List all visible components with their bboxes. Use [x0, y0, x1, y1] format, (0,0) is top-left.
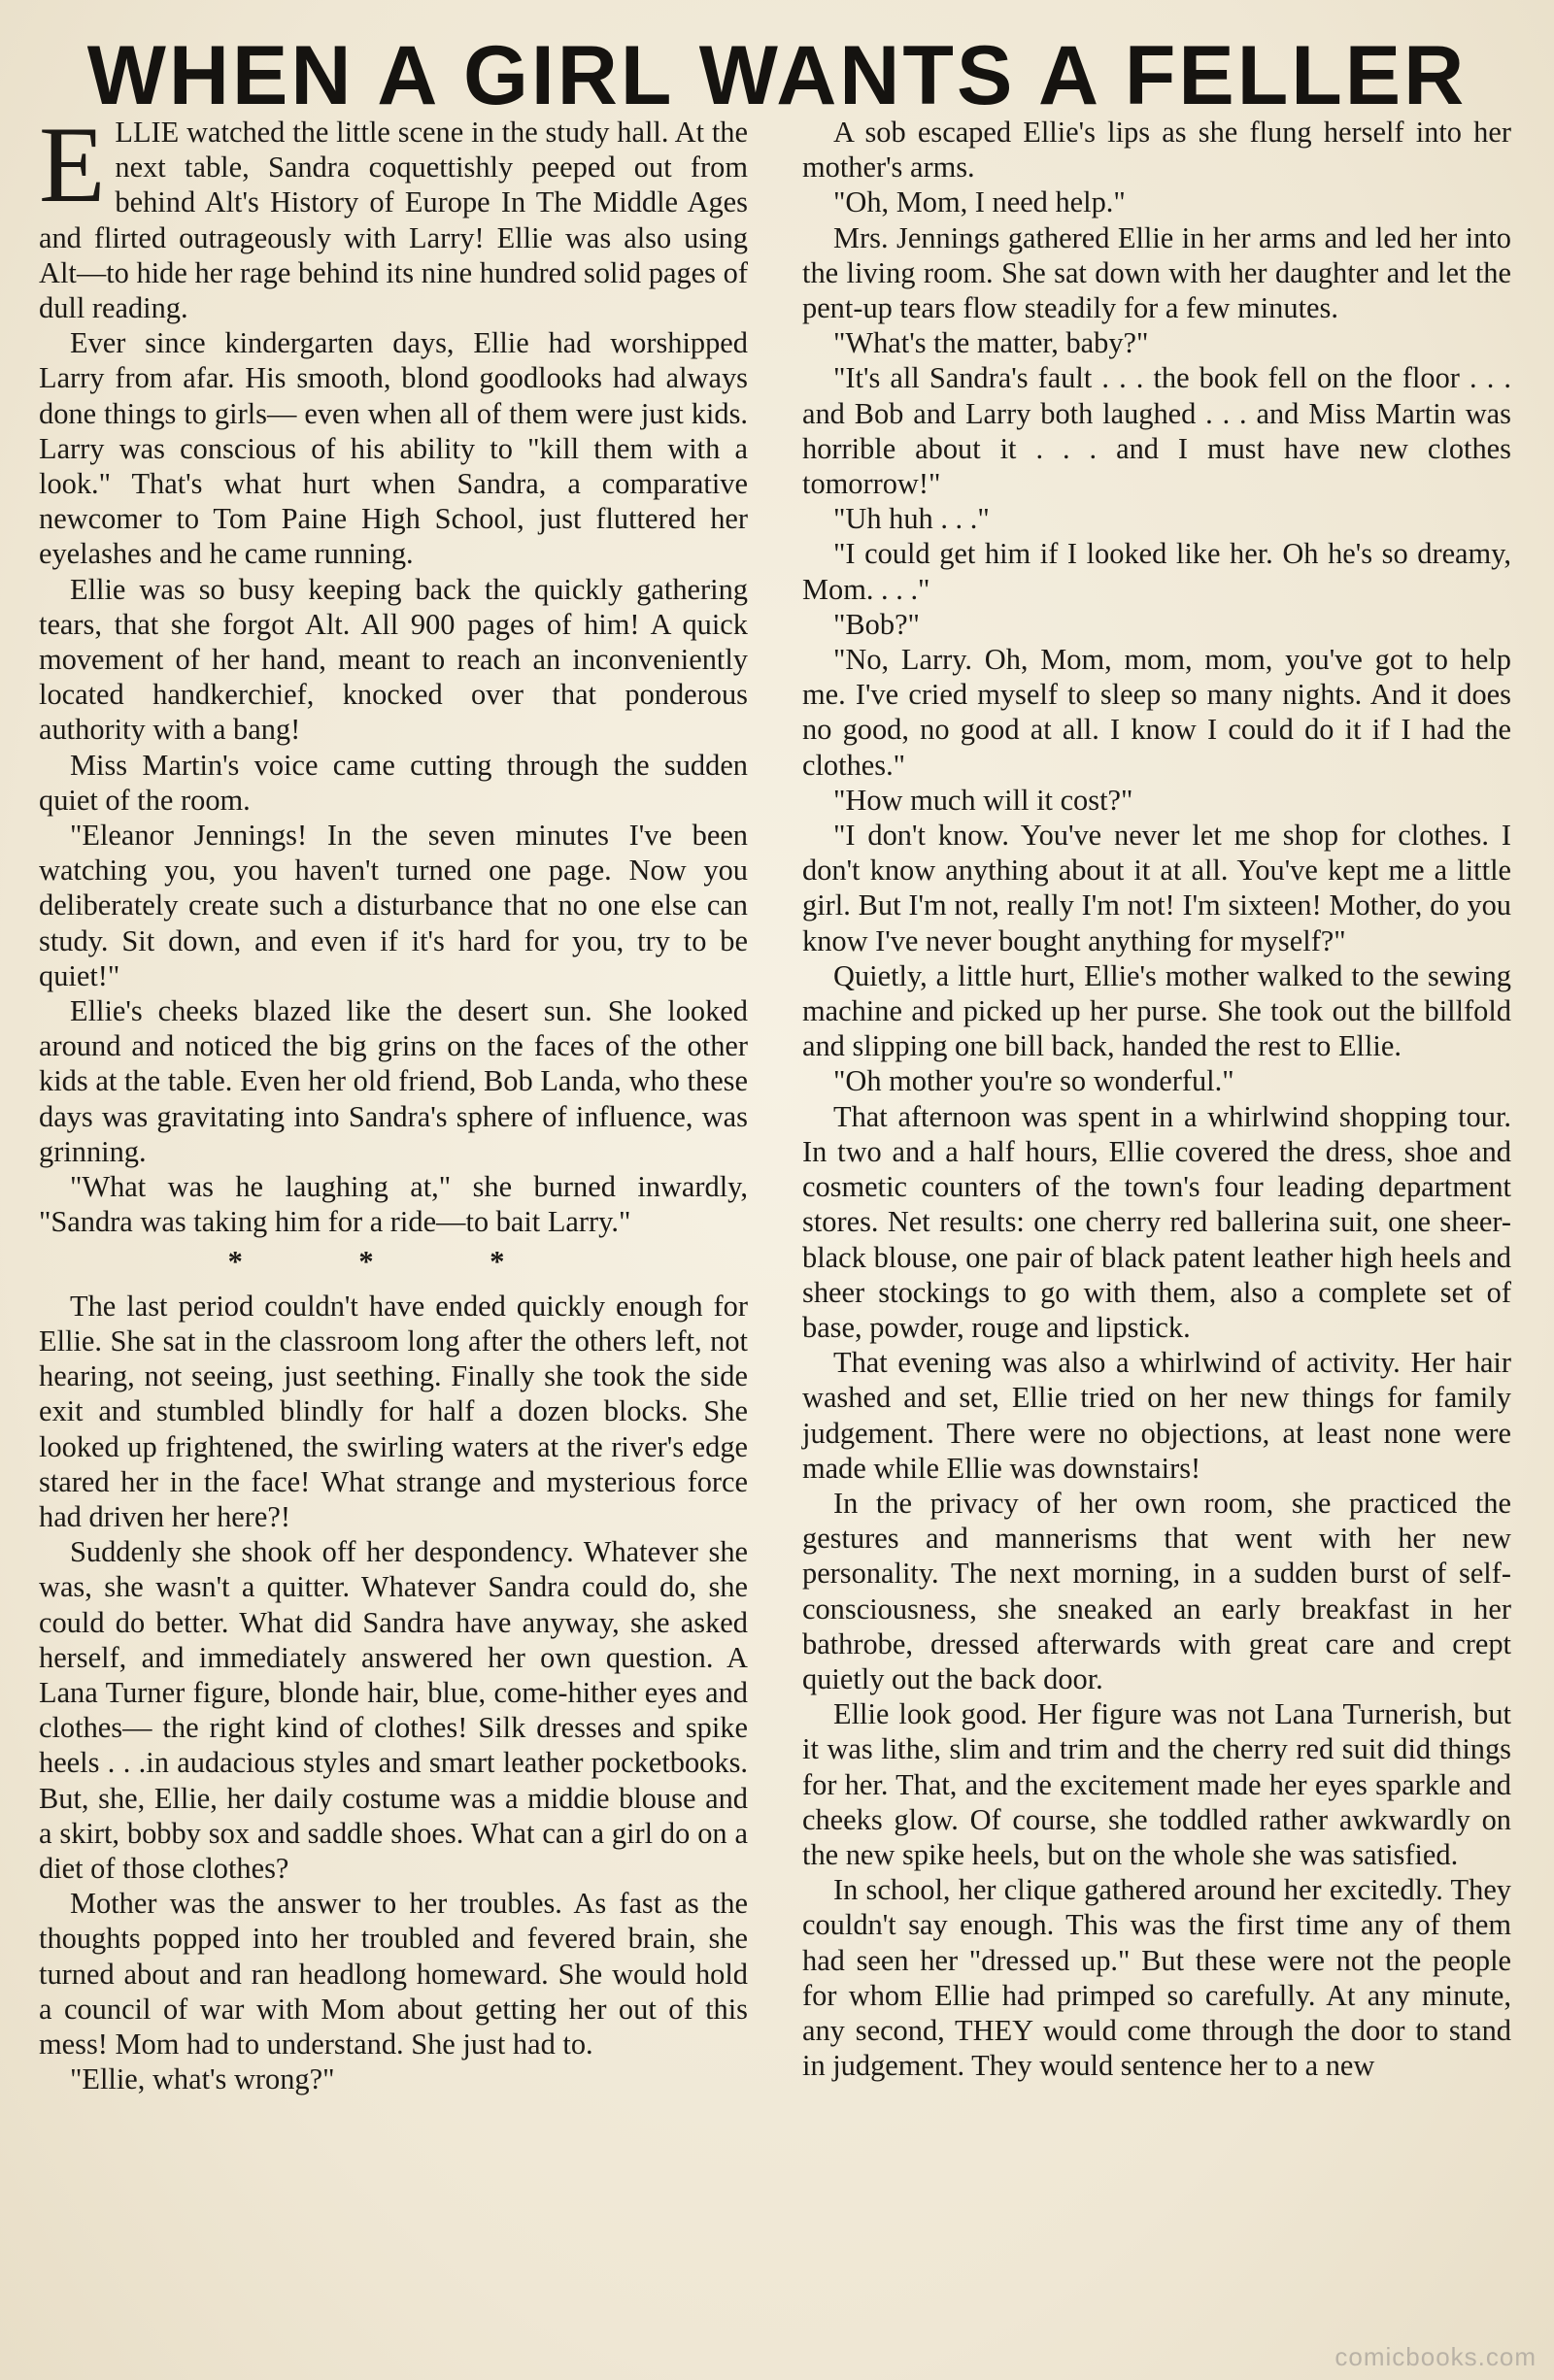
- story-title: WHEN A GIRL WANTS A FELLER: [86, 29, 1468, 122]
- paragraph: Ever since kindergarten days, Ellie had worshipped Larry from afar. His smooth, blond goodlooks had always done things to girls— even when all of them were just kids. Larry was conscious of his ability to "kill them with a look." That's what hurt when Sandra, a comparative newcomer to Tom Paine High School, just fluttered her eyelashes and he came running.: [39, 326, 748, 571]
- paragraph: In school, her clique gathered around her excitedly. They couldn't say enough. This was the first time any of them had seen her "dressed up." But these were not the people for whom Ellie had primped so carefully. At any minute, any second, THEY would come through the door to stand in judgement. They would sentence her to a new: [802, 1873, 1511, 2083]
- paragraph: "Oh, Mom, I need help.": [833, 185, 1126, 219]
- paragraph: "No, Larry. Oh, Mom, mom, mom, you've got to help me. I've cried myself to sleep so many nights. And it does no good, no good at all. I know I could do it if I had the clothes.": [802, 643, 1511, 782]
- paragraph: "What's the matter, baby?": [833, 326, 1149, 360]
- site-watermark: comicbooks.com: [1334, 2342, 1537, 2371]
- paragraph: A sob escaped Ellie's lips as she flung herself into her mother's arms.: [802, 116, 1511, 184]
- paragraph: That evening was also a whirlwind of activity. Her hair washed and set, Ellie tried on her new things for family judgement. There were no objections, at least none were made while Ellie was downstairs!: [802, 1346, 1511, 1485]
- paragraph: Quietly, a little hurt, Ellie's mother walked to the sewing machine and picked up her purse. She took out the billfold and slipping one bill back, handed the rest to Ellie.: [802, 958, 1511, 1063]
- paragraph: Ellie look good. Her figure was not Lana Turnerish, but it was lithe, slim and trim and the cherry red suit did things for her. That, and the excitement made her eyes sparkle and cheeks glow. Of course, she toddled rather awkwardly on the new spike heels, but on the whole she was satisfied.: [802, 1697, 1511, 1871]
- paragraph: "Uh huh . . .": [833, 502, 990, 536]
- paragraph: Mrs. Jennings gathered Ellie in her arms and led her into the living room. She sat down with her daughter and let the pent-up tears flow steadily for a few minutes.: [802, 220, 1511, 325]
- paragraph: "What was he laughing at," she burned inwardly, "Sandra was taking him for a ride—to bait Larry.": [39, 1170, 748, 1239]
- paragraph: "It's all Sandra's fault . . . the book fell on the floor . . . and Bob and Larry both laughed . . . and Miss Martin was horrible about it . . . and I must have new clothes tomorrow!": [802, 361, 1511, 501]
- paragraph: In the privacy of her own room, she practiced the gestures and mannerisms that went with her new personality. The next morning, in a sudden burst of self-consciousness, she sneaked an early breakfast in her bathrobe, dressed afterwards with great care and crept quietly out the back door.: [802, 1486, 1511, 1695]
- paragraph: That afternoon was spent in a whirlwind shopping tour. In two and a half hours, Ellie covered the dress, shoe and cosmetic counters of the town's four leading department stores. Net results: one cherry red ballerina suit, one sheer-black blouse, one pair of black patent leather high heels and sheer stockings to go with them, also a complete set of base, powder, rouge and lipstick.: [802, 1099, 1511, 1344]
- paragraph: "Bob?": [833, 607, 920, 641]
- paragraph: Ellie's cheeks blazed like the desert sun. She looked around and noticed the big grins on the faces of the other kids at the table. Even her old friend, Bob Landa, who these days was gravitating into Sandra's sphere of influence, was grinning.: [39, 994, 748, 1168]
- paragraph: "I could get him if I looked like her. Oh he's so dreamy, Mom. . . .": [802, 537, 1511, 606]
- paragraph: "How much will it cost?": [833, 783, 1133, 817]
- paragraph: Suddenly she shook off her despondency. Whatever she was, she wasn't a quitter. Whatever Sandra could do, she could do better. What did Sandra have anyway, she asked herself, and immediately answered her own question. A Lana Turner figure, blonde hair, blue, come-hither eyes and clothes— the right kind of clothes! Silk dresses and spike heels . . .in audacious styles and smart leather pocketbooks. But, she, Ellie, her daily costume was a middie blouse and a skirt, bobby sox and saddle shoes. What can a girl do on a diet of those clothes?: [39, 1535, 748, 1885]
- paragraph: "Eleanor Jennings! In the seven minutes I've been watching you, you haven't turned one page. Now you deliberately create such a disturbance that no one else can study. Sit down, and even if it's hard for you, try to be quiet!": [39, 819, 748, 992]
- right-column: [802, 115, 1511, 2083]
- paragraph: "Oh mother you're so wonderful.": [833, 1064, 1234, 1098]
- paragraph: The last period couldn't have ended quickly enough for Ellie. She sat in the classroom long after the others left, not hearing, not seeing, just seething. Finally she took the side exit and stumbled blindly for half a dozen blocks. She looked up frightened, the swirling waters at the river's edge stared her in the face! What strange and mysterious force had driven her here?!: [39, 1289, 748, 1533]
- paragraph: Miss Martin's voice came cutting through the sudden quiet of the room.: [39, 748, 748, 817]
- section-break-stars: * * *: [227, 1244, 559, 1278]
- left-column: [39, 105, 748, 2096]
- drop-cap: E: [39, 105, 106, 225]
- paragraph-text: LLIE watched the little scene in the study hall. At the next table, Sandra coquettishly peeped out from behind Alt's History of Europe In The Middle Ages and flirted outrageously with Larry! Ellie was also using Alt—to hide her rage behind its nine hundred solid pages of dull reading.: [39, 116, 748, 325]
- paragraph: Mother was the answer to her troubles. As fast as the thoughts popped into her troubled and fevered brain, she turned about and ran headlong homeward. She would hold a council of war with Mom about getting her out of this mess! Mom had to understand. She just had to.: [39, 1887, 748, 2061]
- paragraph: Ellie was so busy keeping back the quickly gathering tears, that she forgot Alt. All 900 pages of him! A quick movement of her hand, meant to reach an inconveniently located handkerchief, knocked over that ponderous authority with a bang!: [39, 572, 748, 747]
- paragraph: "I don't know. You've never let me shop for clothes. I don't know anything about it at all. You've kept me a little girl. But I'm not, really I'm not! I'm sixteen! Mother, do you know I've never bought anything for myself?": [802, 819, 1511, 957]
- paragraph: [39, 105, 748, 325]
- paragraph: "Ellie, what's wrong?": [70, 2062, 335, 2096]
